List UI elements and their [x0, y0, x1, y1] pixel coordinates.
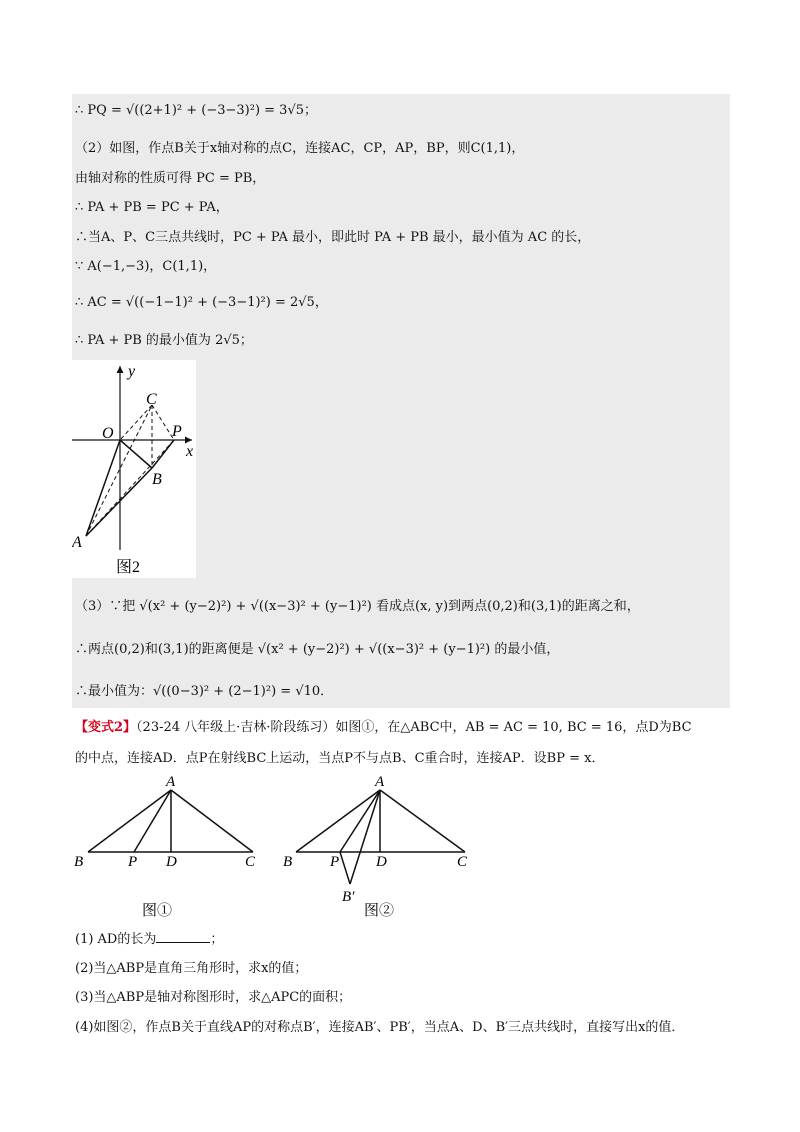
label-b-prime: B′	[342, 889, 355, 905]
figure-1-diagram	[70, 772, 270, 922]
question-3: (3)当△ABP是轴对称图形时，求△APC的面积；	[75, 990, 352, 1005]
segment-ob	[120, 440, 152, 468]
label-c: C	[245, 854, 256, 870]
label-y: y	[128, 363, 136, 380]
solution-line-9: （3）∵把 √(x² + (y−2)²) + √((x−3)² + (y−1)²) 看成点(x, y)到两点(0,2)和(3,1)的距离之和，	[75, 599, 640, 614]
label-b: B	[152, 471, 162, 488]
problem-line-1-text: （23-24 八年级上·吉林·阶段练习）如图①，在△ABC中，AB = AC = 10, BC = 16，点D为BC	[136, 720, 692, 735]
segment-ab	[296, 790, 380, 852]
label-x: x	[186, 443, 194, 460]
figure-3-caption: 图②	[364, 903, 395, 919]
solution-line-2: （2）如图，作点B关于x轴对称的点C，连接AC，CP，AP，BP，则C(1,1)，	[75, 141, 525, 156]
solution-line-7: ∴ AC = √((−1−1)² + (−3−1)²) = 2√5，	[75, 295, 328, 310]
segment-ao	[86, 440, 120, 536]
solution-line-8: ∴ PA + PB 的最小值为 2√5；	[75, 333, 253, 348]
segment-ap	[340, 790, 380, 852]
label-p: P	[128, 854, 138, 870]
segment-ac	[171, 790, 253, 852]
label-b: B	[74, 854, 84, 870]
label-a: A	[375, 774, 385, 790]
segment-ap	[134, 790, 171, 852]
problem-line-2: 的中点，连接AD．点P在射线BC上运动，当点P不与点B、C重合时，连接AP．设BP = x．	[75, 751, 605, 766]
solution-line-6: ∵ A(−1,−3)，C(1,1)，	[75, 259, 217, 274]
segment-pb-prime	[340, 852, 350, 884]
segment-cp	[152, 405, 174, 440]
label-b: B	[283, 854, 293, 870]
question-1-end: ；	[210, 932, 224, 947]
label-a: A	[166, 774, 176, 790]
label-o: O	[102, 425, 114, 442]
segment-co	[120, 405, 152, 440]
figure-1-caption: 图①	[142, 903, 173, 919]
segment-bp	[152, 440, 174, 468]
question-2: (2)当△ABP是直角三角形时，求x的值；	[75, 961, 308, 976]
question-1-text: (1) AD的长为	[75, 932, 157, 947]
solution-line-10: ∴两点(0,2)和(3,1)的距离便是 √(x² + (y−2)²) + √((x−3)² + (y−1)²) 的最小值，	[75, 642, 560, 657]
figure-2-caption: 图2	[116, 559, 141, 576]
solution-line-3: 由轴对称的性质可得 PC = PB，	[75, 171, 266, 186]
solution-line-1: ∴ PQ = √((2+1)² + (−3−3)²) = 3√5；	[75, 103, 318, 118]
segment-ac	[86, 405, 152, 536]
segment-ab	[88, 790, 171, 852]
solution-line-5: ∴当A、P、C三点共线时，PC + PA 最小，即此时 PA + PB 最小，最小值为 AC 的长，	[75, 230, 591, 245]
figure-1	[70, 772, 270, 926]
label-p: P	[330, 854, 340, 870]
solution-line-11: ∴最小值为：√((0−3)² + (2−1)²) = √10．	[75, 684, 334, 699]
figure-2-diagram	[72, 360, 196, 578]
label-p: P	[172, 423, 182, 440]
label-c: C	[457, 854, 468, 870]
label-d: D	[376, 854, 387, 870]
label-c: C	[146, 391, 157, 408]
segment-ac	[380, 790, 465, 852]
figure-3-diagram	[280, 772, 490, 922]
answer-blank[interactable]	[156, 930, 210, 943]
question-1	[75, 930, 223, 949]
question-4: (4)如图②，作点B关于直线AP的对称点B′，连接AB′、PB′，当点A、D、B′三点共线时，直接写出x的值．	[75, 1020, 685, 1035]
figure-3	[280, 772, 490, 926]
label-a: A	[72, 534, 82, 551]
label-d: D	[166, 854, 177, 870]
figure-2	[72, 360, 196, 578]
problem-line-1	[75, 719, 692, 737]
solution-line-4: ∴ PA + PB = PC + PA，	[75, 200, 229, 215]
problem-tag: 【变式2】	[75, 720, 137, 735]
